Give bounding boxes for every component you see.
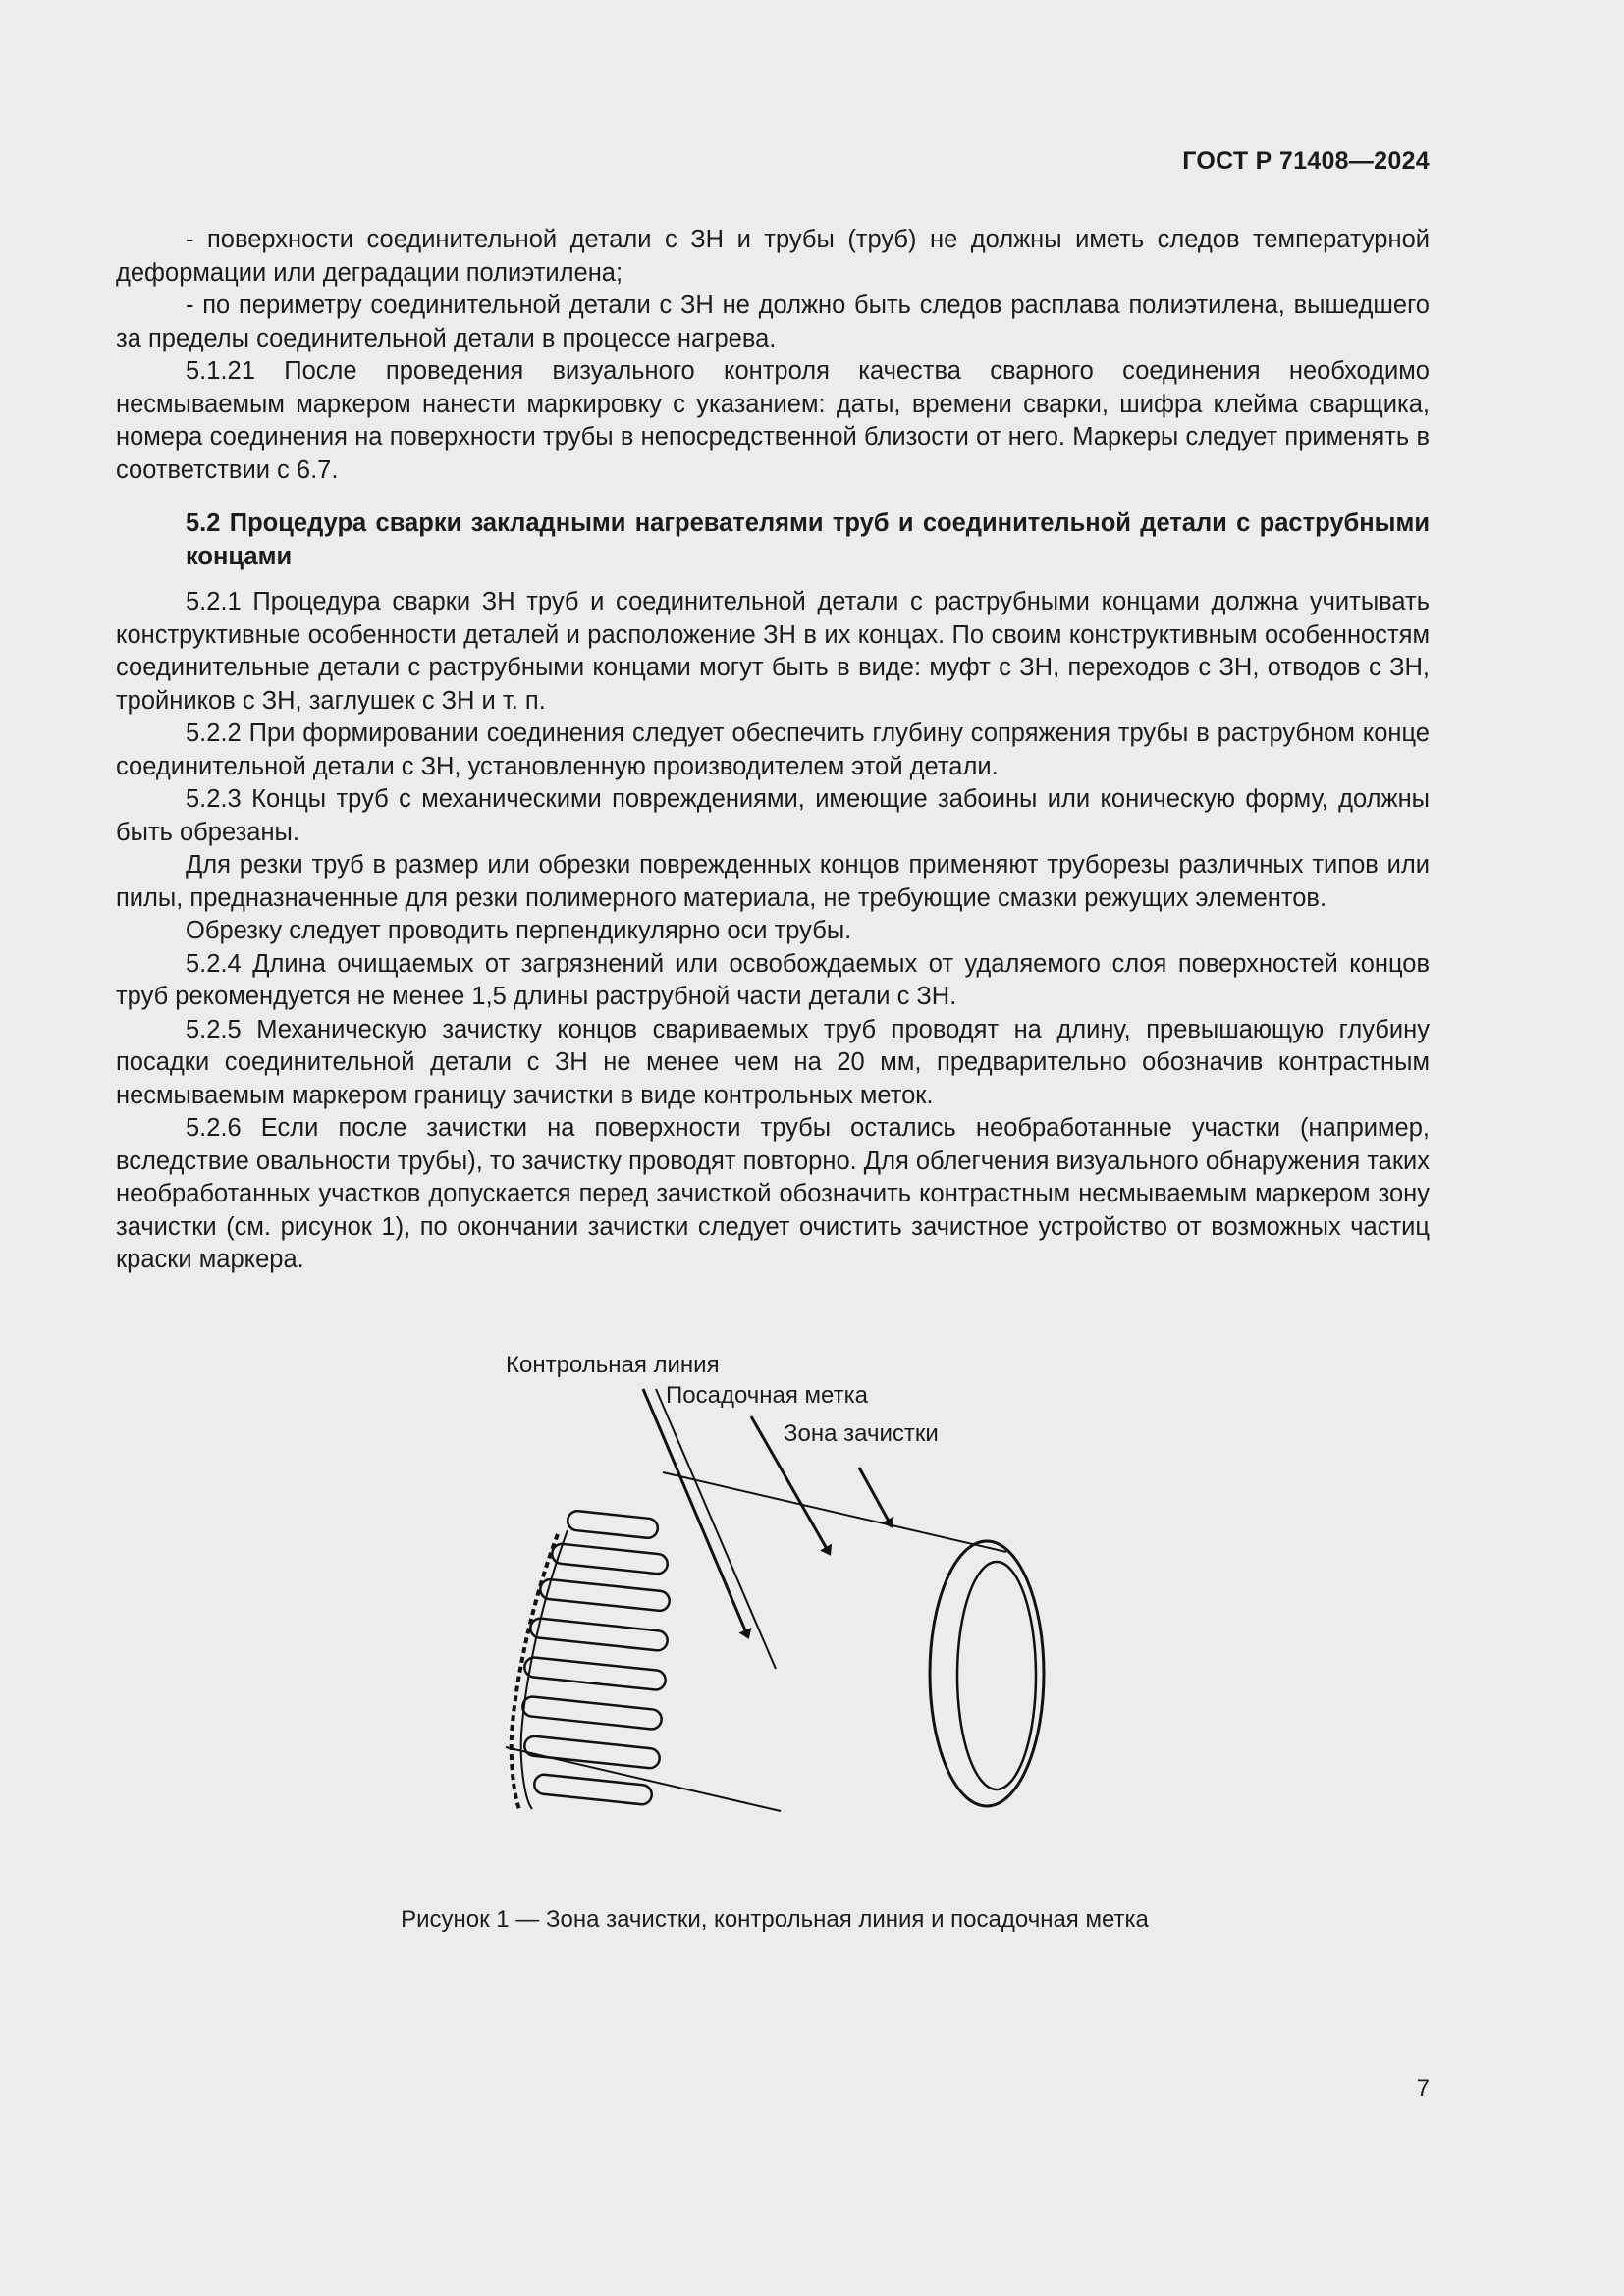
- zone-slot: [533, 1774, 652, 1805]
- figure-caption: Рисунок 1 — Зона зачистки, контрольная линия и посадочная метка: [401, 1906, 1149, 1933]
- zone-slot: [567, 1510, 659, 1539]
- paragraph: 5.2.2 При формировании соединения следует обеспечить глубину сопряжения трубы в раструбном конце соединительной детали с ЗН, установленную производителем этой детали.: [116, 720, 1430, 780]
- section-heading: 5.2 Процедура сварки закладными нагревателями труб и соединительной детали с раструбными концами: [186, 509, 1430, 570]
- paragraph: Обрезку следует проводить перпендикулярно оси трубы.: [186, 917, 852, 944]
- zone-slot: [523, 1657, 666, 1691]
- label-control-line: Контрольная линия: [506, 1352, 720, 1378]
- paragraph: 5.2.6 Если после зачистки на поверхности трубы остались необработанные участки (например, вследствие овальности трубы), то зачистку проводят повторно. Для облегчения визуального обнаружения таких необработанных участков допускается перед зачисткой обозначить контрастным несмываемым маркером зону зачистки (см. рисунок 1), по окончании зачистки следует очистить зачистное устройство от возможных частиц краски маркера.: [116, 1114, 1430, 1273]
- paragraph: Для резки труб в размер или обрезки поврежденных концов применяют труборезы различных типов или пилы, предназначенные для резки полимерного материала, не требующие смазки режущих элементов.: [116, 851, 1430, 912]
- label-cleaning-zone: Зона зачистки: [784, 1420, 939, 1447]
- zone-slot: [551, 1543, 668, 1575]
- cleaning-zone-marks: [521, 1510, 670, 1805]
- zone-slot: [539, 1578, 670, 1612]
- label-fitting-mark: Посадочная метка: [666, 1382, 868, 1409]
- paragraph: - по периметру соединительной детали с ЗН не должно быть следов расплава полиэтилена, вышедшего за пределы соединительной детали в процессе нагрева.: [116, 292, 1430, 352]
- zone-slot: [523, 1735, 660, 1769]
- pipe-top-edge: [663, 1472, 1006, 1552]
- arrow-cleaning-zone: [859, 1468, 892, 1526]
- body-text: [116, 224, 1430, 1277]
- paragraph: 5.2.1 Процедура сварки ЗН труб и соединительной детали с раструбными концами должна учитывать конструктивные особенности деталей и расположение ЗН в их концах. По своим конструктивным особенностям соединительные детали с раструбными концами могут быть в виде: муфт с ЗН, переходов с ЗН, отводов с ЗН, тройников с ЗН, заглушек с ЗН и т. п.: [116, 588, 1430, 715]
- paragraph: 5.1.21 После проведения визуального контроля качества сварного соединения необходимо несмываемым маркером нанести маркировку с указанием: даты, времени сварки, шифра клейма сварщика, номера соединения на поверхности трубы в непосредственной близости от него. Маркеры следует применять в соответствии с 6.7.: [116, 357, 1430, 484]
- zone-slot: [521, 1696, 662, 1731]
- pipe-end-inner: [957, 1562, 1036, 1789]
- fitting-mark-line: [512, 1534, 558, 1811]
- zone-slot: [529, 1618, 668, 1652]
- paragraph: 5.2.5 Механическую зачистку концов свариваемых труб проводят на длину, превышающую глубину посадки соединительной детали с ЗН не менее чем на 20 мм, предварительно обозначив контрастным несмываемым маркером границу зачистки в виде контрольных меток.: [116, 1015, 1430, 1109]
- paragraph: - поверхности соединительной детали с ЗН и трубы (труб) не должны иметь следов температурной деформации или деградации полиэтилена;: [116, 226, 1430, 287]
- paragraph: 5.2.3 Концы труб с механическими повреждениями, имеющие забоины или коническую форму, должны быть обрезаны.: [116, 785, 1430, 846]
- arrow-control-line: [643, 1389, 748, 1637]
- figure-pipe-cleaning-zone: [491, 1340, 1080, 1890]
- arrow-control-line-shadow: [656, 1389, 776, 1669]
- document-code-header: ГОСТ Р 71408—2024: [1182, 147, 1430, 175]
- pipe-end-outer: [930, 1541, 1044, 1806]
- paragraph: 5.2.4 Длина очищаемых от загрязнений или освобождаемых от удаляемого слоя поверхностей концов труб рекомендуется не менее 1,5 длины раструбной части детали с ЗН.: [116, 949, 1430, 1010]
- page-number: 7: [1416, 2075, 1430, 2102]
